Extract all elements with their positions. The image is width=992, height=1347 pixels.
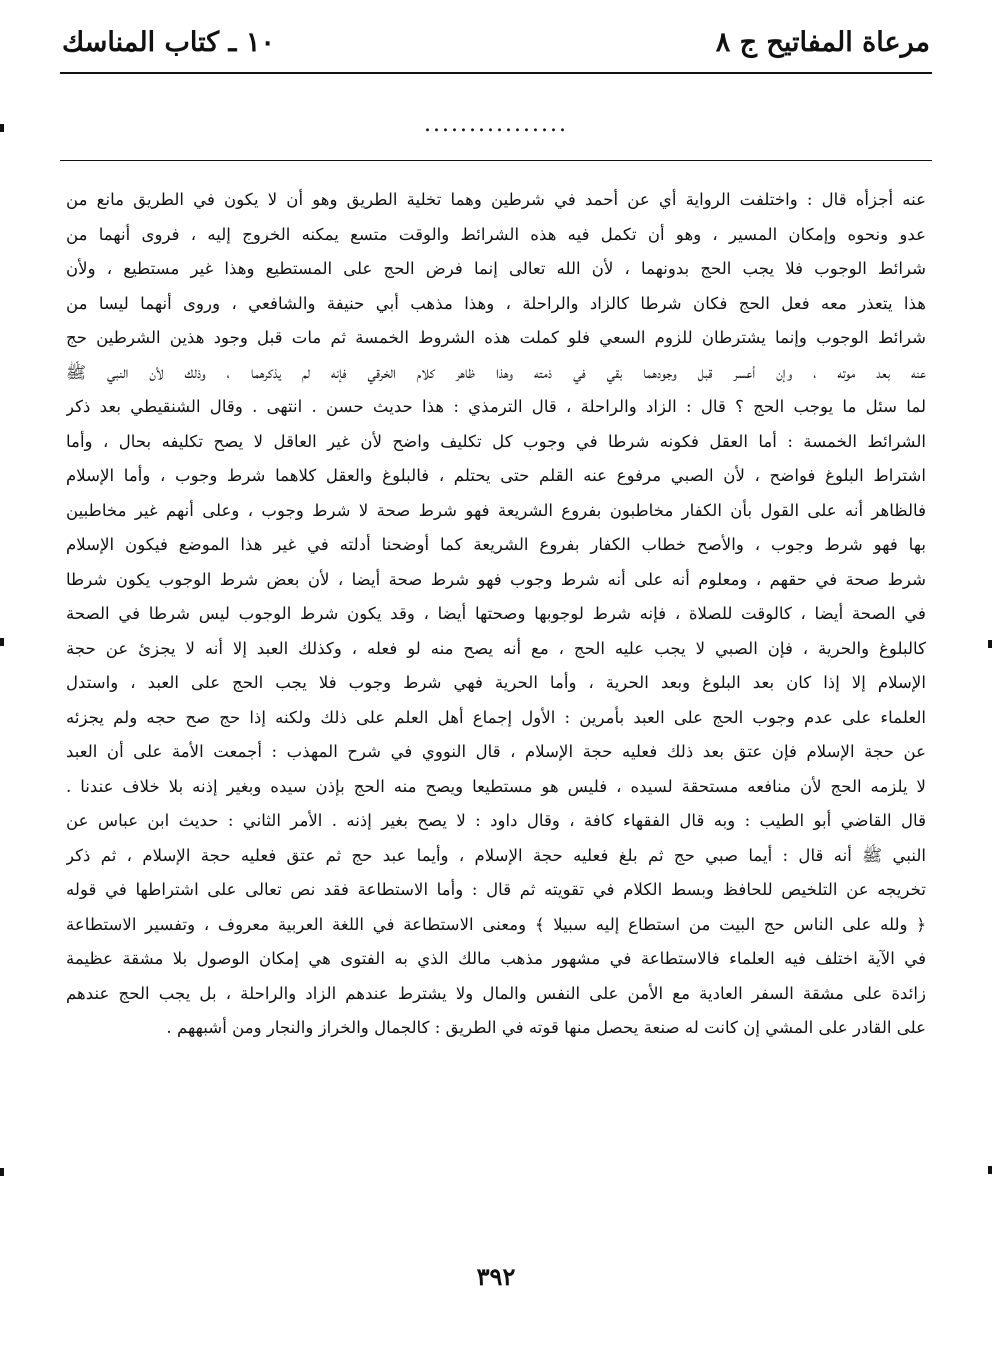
body-line: عدو ونحوه وإمكان المسير ، وهو أن تكمل فيه هذه الشرائط والوقت متسع يمكنه الخروج إليه ، فروى أنهما من: [66, 224, 926, 244]
body-line: ﴿ ولله على الناس حج البيت من استطاع إليه سبيلا ﴾ ومعنى الاستطاعة في اللغة العربية معروف ، وتفسير الاستطاعة: [66, 914, 926, 934]
body-line: لا يلزمه الحج لأن منافعه مستحقة لسيده ، فليس هو مستطيعا ويصح منه الحج بإذن سيده وبغير إذنه بلا خلاف عندنا .: [66, 776, 926, 796]
body-line: هذا يتعذر معه فعل الحج فكان شرطا كالزاد والراحلة ، وهذا مذهب أبي حنيفة والشافعي ، وروى أنهما ليسا من: [66, 293, 926, 313]
body-line: قال القاضي أبو الطيب : وبه قال الفقهاء كافة ، وقال داود : لا يصح بغير إذنه . الأمر الثاني : حديث ابن عباس عن: [66, 811, 926, 830]
margin-mark: [0, 638, 4, 646]
body-line: الشرائط الخمسة : أما العقل فكونه شرطا في وجوب كل تكليف واضح لأن غير العاقل لا يصح تكليفه بحال ، وأما: [66, 431, 926, 451]
body-line: العلماء على عدم وجوب الحج على العبد بأمرين : الأول إجماع أهل العلم على ذلك ولكنه إذا حج صح حجه ولم يجزئه: [66, 707, 926, 727]
body-line: شرط صحة في حقهم ، ومعلوم أنه على أنه شرط وجوب فهو شرط صحة أيضا ، لأن بعض شرط الوجوب يكون شرطا: [66, 569, 926, 589]
page-body: [66, 183, 926, 1046]
body-line: على القادر على المشي إن كانت له صنعة يحصل منها قوته في الطريق : كالجمال والخراز والنجار ومن أشبههم .: [166, 1018, 926, 1037]
body-line: في الصحة أيضا ، كالوقت للصلاة ، فإنه شرط لوجوبها وصحتها أيضا ، وقد يكون شرط الوجوب ليس شرطا في الصحة: [66, 604, 926, 623]
margin-mark: [988, 1166, 992, 1174]
body-line: كالبلوغ والحرية ، فإن الصبي لا يجب عليه الحج ، مع أنه يصح منه لو فعله ، وكذلك العبد إلا أنه لا يجزئ عن حجة: [66, 638, 926, 658]
margin-mark: [988, 640, 992, 648]
section-separator: ................: [424, 112, 568, 137]
body-line: شرائط الوجوب وإنما يشترطان للزوم السعي فلو كملت هذه الشروط الخمسة ثم مات قبل وجود هذين الشرطين حج: [66, 328, 926, 347]
body-line: في الآية اختلف فيه العلماء فالاستطاعة في مشهور مذهب مالك الذي به الفتوى هي إمكان الوصول بلا مشقة عظيمة: [66, 949, 926, 968]
margin-mark: [0, 1168, 4, 1176]
body-divider: [60, 160, 932, 161]
body-line: لما سئل ما يوجب الحج ؟ قال : الزاد والراحلة ، قال الترمذي : هذا حديث حسن . انتهى . وقال الشنقيطي بعد ذكر: [66, 397, 926, 416]
body-line: الإسلام إلا إذا كان بعد البلوغ وبعد الحرية ، وأما الحرية فهي شرط وجوب فلا يجب الحج على العبد ، واستدل: [66, 673, 926, 692]
body-line: شرائط الوجوب فلا يجب الحج بدونهما ، لأن الله تعالى إنما فرض الحج على المستطيع وهذا غير مستطيع ، ولأن: [66, 259, 926, 278]
body-line: النبي ﷺ أنه قال : أيما صبي حج ثم بلغ فعليه حجة الإسلام ، وأيما عبد حج ثم عتق فعليه حجة الإسلام ، ثم ذكر: [66, 845, 926, 865]
body-line: عنه أجزأه قال : واختلفت الرواية أي عن أحمد في شرطين وهما تخلية الطريق وهو أن لا يكون في الطريق مانع من: [66, 190, 926, 209]
body-line: فالظاهر أنه على القول بأن الكفار مخاطبون بفروع الشريعة فهو شرط صحة لا شرط وجوب ، وعلى أنهم غير مخاطبين: [66, 500, 926, 520]
body-line: زائدة على مشقة السفر العادية مع الأمن على النفس والمال ولا يشترط عندهم الزاد والراحلة ، بل يجب الحج عندهم: [66, 983, 926, 1003]
body-line: اشتراط البلوغ فواضح ، لأن الصبي مرفوع عنه القلم حتى يحتلم ، فالبلوغ والعقل كلاهما شرط وجوب ، وأما الإسلام: [66, 466, 926, 485]
margin-mark: [0, 124, 4, 132]
page-header: [62, 18, 930, 68]
header-divider: [60, 72, 932, 74]
book-title: مرعاة المفاتيح ج ٨: [715, 27, 930, 58]
chapter-title: ١٠ ـ كتاب المناسك: [62, 27, 275, 58]
body-line: عن حجة الإسلام فإن عتق بعد ذلك فعليه حجة الإسلام ، قال النووي في شرح المهذب : أجمعت الأمة على أن العبد: [66, 742, 926, 761]
page-number: ٣٩٢: [476, 1262, 516, 1291]
body-line: عنه بعد موته ، وإن أعسر قبل وجودهما بقي في ذمته وهذا ظاهر كلام الخرقي فإنه لم يذكرهما ، وذلك لأن النبي ﷺ: [66, 362, 926, 382]
body-line: بها فهو شرط وجوب ، والأصح خطاب الكفار بفروع الشريعة كما أوضحنا أدلته في غير هذا الموضع فيكون الإسلام: [66, 535, 926, 554]
body-line: تخريجه عن التلخيص للحافظ وبسط الكلام في تقويته ثم قال : وأما الاستطاعة فقد نص تعالى على اشتراطها في قوله: [66, 880, 926, 899]
